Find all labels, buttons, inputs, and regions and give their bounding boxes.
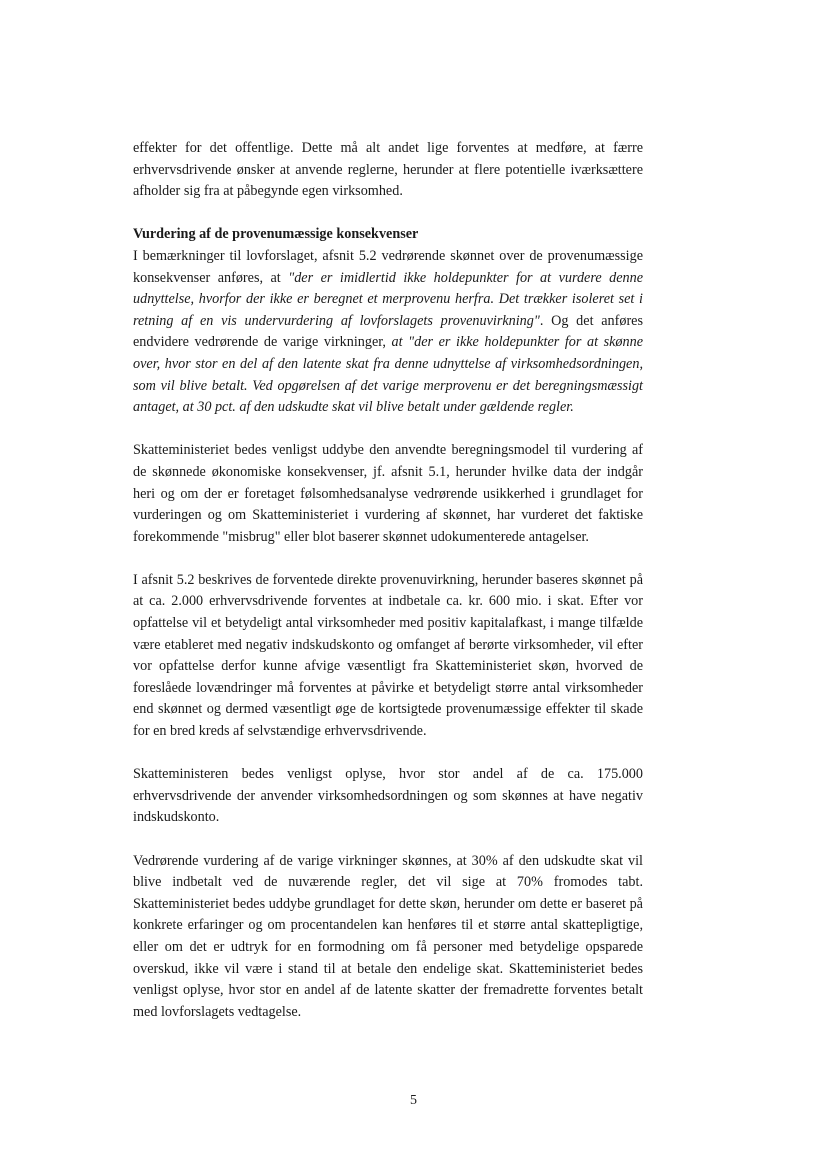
section-intro-text: I bemærkninger til lovforslaget, afsnit 5.2 vedrørende skønnet over de provenumæssige konsekvenser anføres, at <box>133 247 643 286</box>
paragraph-andel: Skatteministeren bedes venligst oplyse, hvor stor andel af de ca. 175.000 erhvervsdrivende der anvender virksomhedsordningen og som skønnes at have negativ indskudskonto. <box>133 766 643 826</box>
section-middle-text: . Og det anføres endvidere vedrørende de varige virkninger, <box>133 312 643 351</box>
paragraph-afsnit-5-2: I afsnit 5.2 beskrives de forventede direkte provenuvirkning, herunder baseres skønnet på at ca. 2.000 erhvervsdrivende forventes at indbetale ca. kr. 600 mio. i skat. Efter vor opfattelse vil et betydeligt antal virksomheder med positiv kapitalafkast, i mange tilfælde være etableret med negativ indskudskonto og omfanget af berørte virksomheder, vil efter vor opfattelse derfor kunne afvige væsentligt fra Skatteministeriet skøn, hvorved de foreslåede lovændringer må forventes at påvirke et betydeligt større antal virksomheder end skønnet og dermed væsentligt øge de kortsigtede provenumæssige effekter til skade for en bred kreds af selvstændige erhvervsdrivende. <box>133 571 643 740</box>
section-provenue <box>133 224 643 418</box>
page-number: 5 <box>410 1093 417 1108</box>
section-quote-1: "der er imidlertid ikke holdepunkter for at vurdere denne udnyttelse, hvorfor der ikke er beregnet et merprovenu herfra. Det trækker isoleret set i retning af en vis undervurdering af lovforslagets provenuvirkning" <box>133 269 644 329</box>
section-quote-2: at "der er ikke holdepunkter for at skønne over, hvor stor en del af den latente skat fra denne udnyttelse af virksomhedsordningen, som vil blive betalt. Ved opgørelsen af det varige merprovenu er det beregningsmæssigt antaget, at 30 pct. af den udskudte skat vil blive betalt under gældende regler. <box>133 334 643 416</box>
paragraph-beregningsmodel: Skatteministeriet bedes venligst uddybe den anvendte beregningsmodel til vurdering af de skønnede økonomiske konsekvenser, jf. afsnit 5.1, herunder hvilke data der indgår heri og om der er foretaget følsomhedsanalyse vedrørende usikkerhed i grundlaget for vurderingen og om Skatteministeriet i vurdering af skønnet, har vurderet det faktiske forekommende "misbrug" eller blot baserer skønnet udokumenterede antagelser. <box>133 442 643 545</box>
section-heading: Vurdering af de provenumæssige konsekvenser <box>133 226 419 243</box>
paragraph-varige-virkninger: Vedrørende vurdering af de varige virkninger skønnes, at 30% af den udskudte skat vil blive indbetalt ved de nuværende regler, det vil sige at 70% fromodes tabt. Skatteministeriet bedes uddybe grundlaget for dette skøn, herunder om dette er baseret på konkrete erfaringer og om procentandelen kan henføres til et større antal skattepligtige, eller om det er udtryk for en formodning om få personer med betydelige opsparede overskud, ikke vil være i stand til at betale den endelige skat. Skatteministeriet bedes venligst oplyse, hvor stor en andel af de latente skatter der fremadrette forventes betalt med lovforslagets vedtagelse. <box>133 852 643 1020</box>
paragraph-intro: effekter for det offentlige. Dette må alt andet lige forventes at medføre, at færre erhvervsdrivende ønsker at anvende reglerne, herunder at flere potentielle iværksættere afholder sig fra at påbegynde egen virksomhed. <box>133 140 643 200</box>
document-body <box>133 138 643 1045</box>
